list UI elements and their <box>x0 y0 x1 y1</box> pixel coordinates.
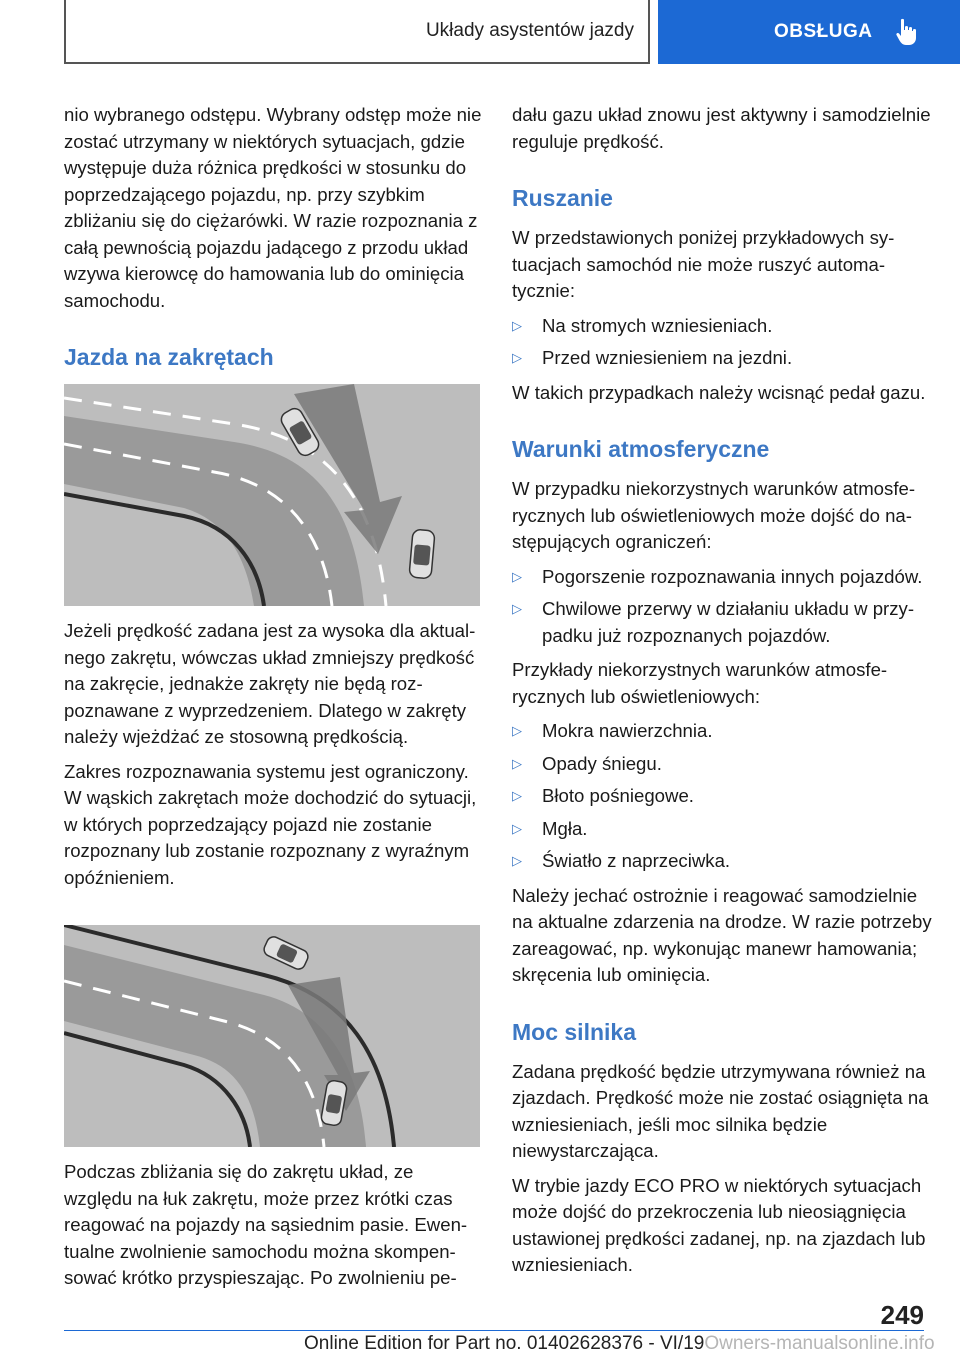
section-heading-engine: Moc silnika <box>512 1018 636 1045</box>
paragraph: W przypadku niekorzystnych warunków atmosferycznych lub oświetleniowych może dojść do następujących ograniczeń: <box>512 478 916 552</box>
list-item: ▷ Chwilowe przerwy w działaniu układu w przypadku już rozpoznanych pojazdów. <box>512 598 915 646</box>
hand-pointer-icon <box>895 18 921 46</box>
footer-divider <box>64 1330 924 1331</box>
bullet-icon: ▷ <box>512 755 522 771</box>
paragraph: W trybie jazdy ECO PRO w niektórych sytuacjach może dojść do przekroczenia lub nieosiągnięcia ustawionej prędkości zadanej, np. na zjazdach lub wzniesieniach. <box>512 1174 926 1275</box>
bullet-icon: ▷ <box>512 723 522 738</box>
header-chapter-tab[interactable] <box>658 0 960 64</box>
watermark: Owners-manualsonline.info <box>704 1333 935 1354</box>
paragraph: W przedstawionych poniżej przykładowych sytuacjach samochód nie może ruszyć automatycznie: <box>512 227 895 301</box>
edition-text: Online Edition for Part no. 01402628376 - VI/19 <box>304 1333 705 1354</box>
page-number: 249 <box>880 1300 924 1330</box>
bullet-icon: ▷ <box>512 568 522 584</box>
bullet-icon: ▷ <box>512 853 522 868</box>
paragraph: Jeżeli prędkość zadana jest za wysoka dla aktualnego zakrętu, wówczas układ zmniejszy prędkość na zakręcie, jednakże zakręty nie będą rozpoznawane z wyprzedzeniem. Dlatego w zakręty należy wjeżdżać ze stosowną prędkością. <box>64 620 476 747</box>
paragraph: Zakres rozpoznawania systemu jest ograniczony. W wąskich zakrętach może dochodzić do sytuacji, w których poprzedzający pojazd nie zostanie rozpoznany lub zostanie rozpoznany z wyraźnym opóźnieniem. <box>64 760 477 888</box>
curve-illustration-1 <box>64 384 480 606</box>
bullet-icon: ▷ <box>512 820 522 836</box>
paragraph: nio wybranego odstępu. Wybrany odstęp może nie zostać utrzymany w niektórych sytuacjach, gdzie występuje duża różnica prędkości w stosunku do poprzedzającego pojazdu, np. przy szybkim zbliżaniu się do ciężarówki. W razie rozpoznania z całą pewnością pojazdu jadącego z przodu układ wzywa kierowcę do hamowania lub do ominięcia samochodu. <box>64 104 482 311</box>
list-item: ▷ Opady śniegu. <box>512 751 932 778</box>
bullet-list <box>512 718 932 875</box>
right-column <box>512 102 932 1287</box>
list-item: ▷ Mgła. <box>512 816 932 843</box>
list-item: ▷ Światło z naprzeciwka. <box>512 848 932 875</box>
section-heading-curves: Jazda na zakrętach <box>64 344 274 370</box>
paragraph: Należy jechać ostrożnie i reagować samodzielnie na aktualne zdarzenia na drodze. W razie potrzeby zareagować, np. wykonując manewr hamowania; skręcenia lub ominięcia. <box>512 884 932 985</box>
list-item: ▷ Pogorszenie rozpoznawania innych pojazdów. <box>512 564 932 591</box>
bullet-icon: ▷ <box>512 317 522 333</box>
bullet-list <box>512 313 932 372</box>
curve-illustration-2 <box>64 925 480 1147</box>
paragraph: W takich przypadkach należy wcisnąć pedał gazu. <box>512 381 926 403</box>
list-item: ▷ Mokra nawierzchnia. <box>512 718 932 745</box>
bullet-list <box>512 564 932 650</box>
footer-edition <box>304 1333 935 1355</box>
section-heading-starting: Ruszanie <box>512 185 613 211</box>
paragraph: dału gazu układ znowu jest aktywny i samodzielnie reguluje prędkość. <box>512 104 931 152</box>
list-item: ▷ Na stromych wzniesieniach. <box>512 313 932 340</box>
bullet-icon: ▷ <box>512 788 522 803</box>
bullet-icon: ▷ <box>512 350 522 365</box>
paragraph: Przykłady niekorzystnych warunków atmosferycznych lub oświetleniowych: <box>512 659 888 707</box>
left-column <box>64 102 484 1300</box>
header-section-box <box>64 0 650 64</box>
section-title: Układy asystentów jazdy <box>425 20 634 41</box>
paragraph: Podczas zbliżania się do zakrętu układ, ze względu na łuk zakrętu, może przez krótki czas reagować na pojazdy na sąsiednim pasie. Ewentualne zwolnienie samochodu można skompensować krótko przyspieszając. Po zwolnieniu pe- <box>64 1161 468 1288</box>
list-item: ▷ Błoto pośniegowe. <box>512 783 932 810</box>
section-heading-weather: Warunki atmosferyczne <box>512 436 770 462</box>
chapter-title: OBSŁUGA <box>774 21 873 42</box>
paragraph: Zadana prędkość będzie utrzymywana również na zjazdach. Prędkość może nie zostać osiągnięta na wzniesieniach, jeśli moc silnika będzie niewystarczająca. <box>512 1060 929 1161</box>
list-item: ▷ Przed wzniesieniem na jezdni. <box>512 345 932 372</box>
bullet-icon: ▷ <box>512 601 522 616</box>
